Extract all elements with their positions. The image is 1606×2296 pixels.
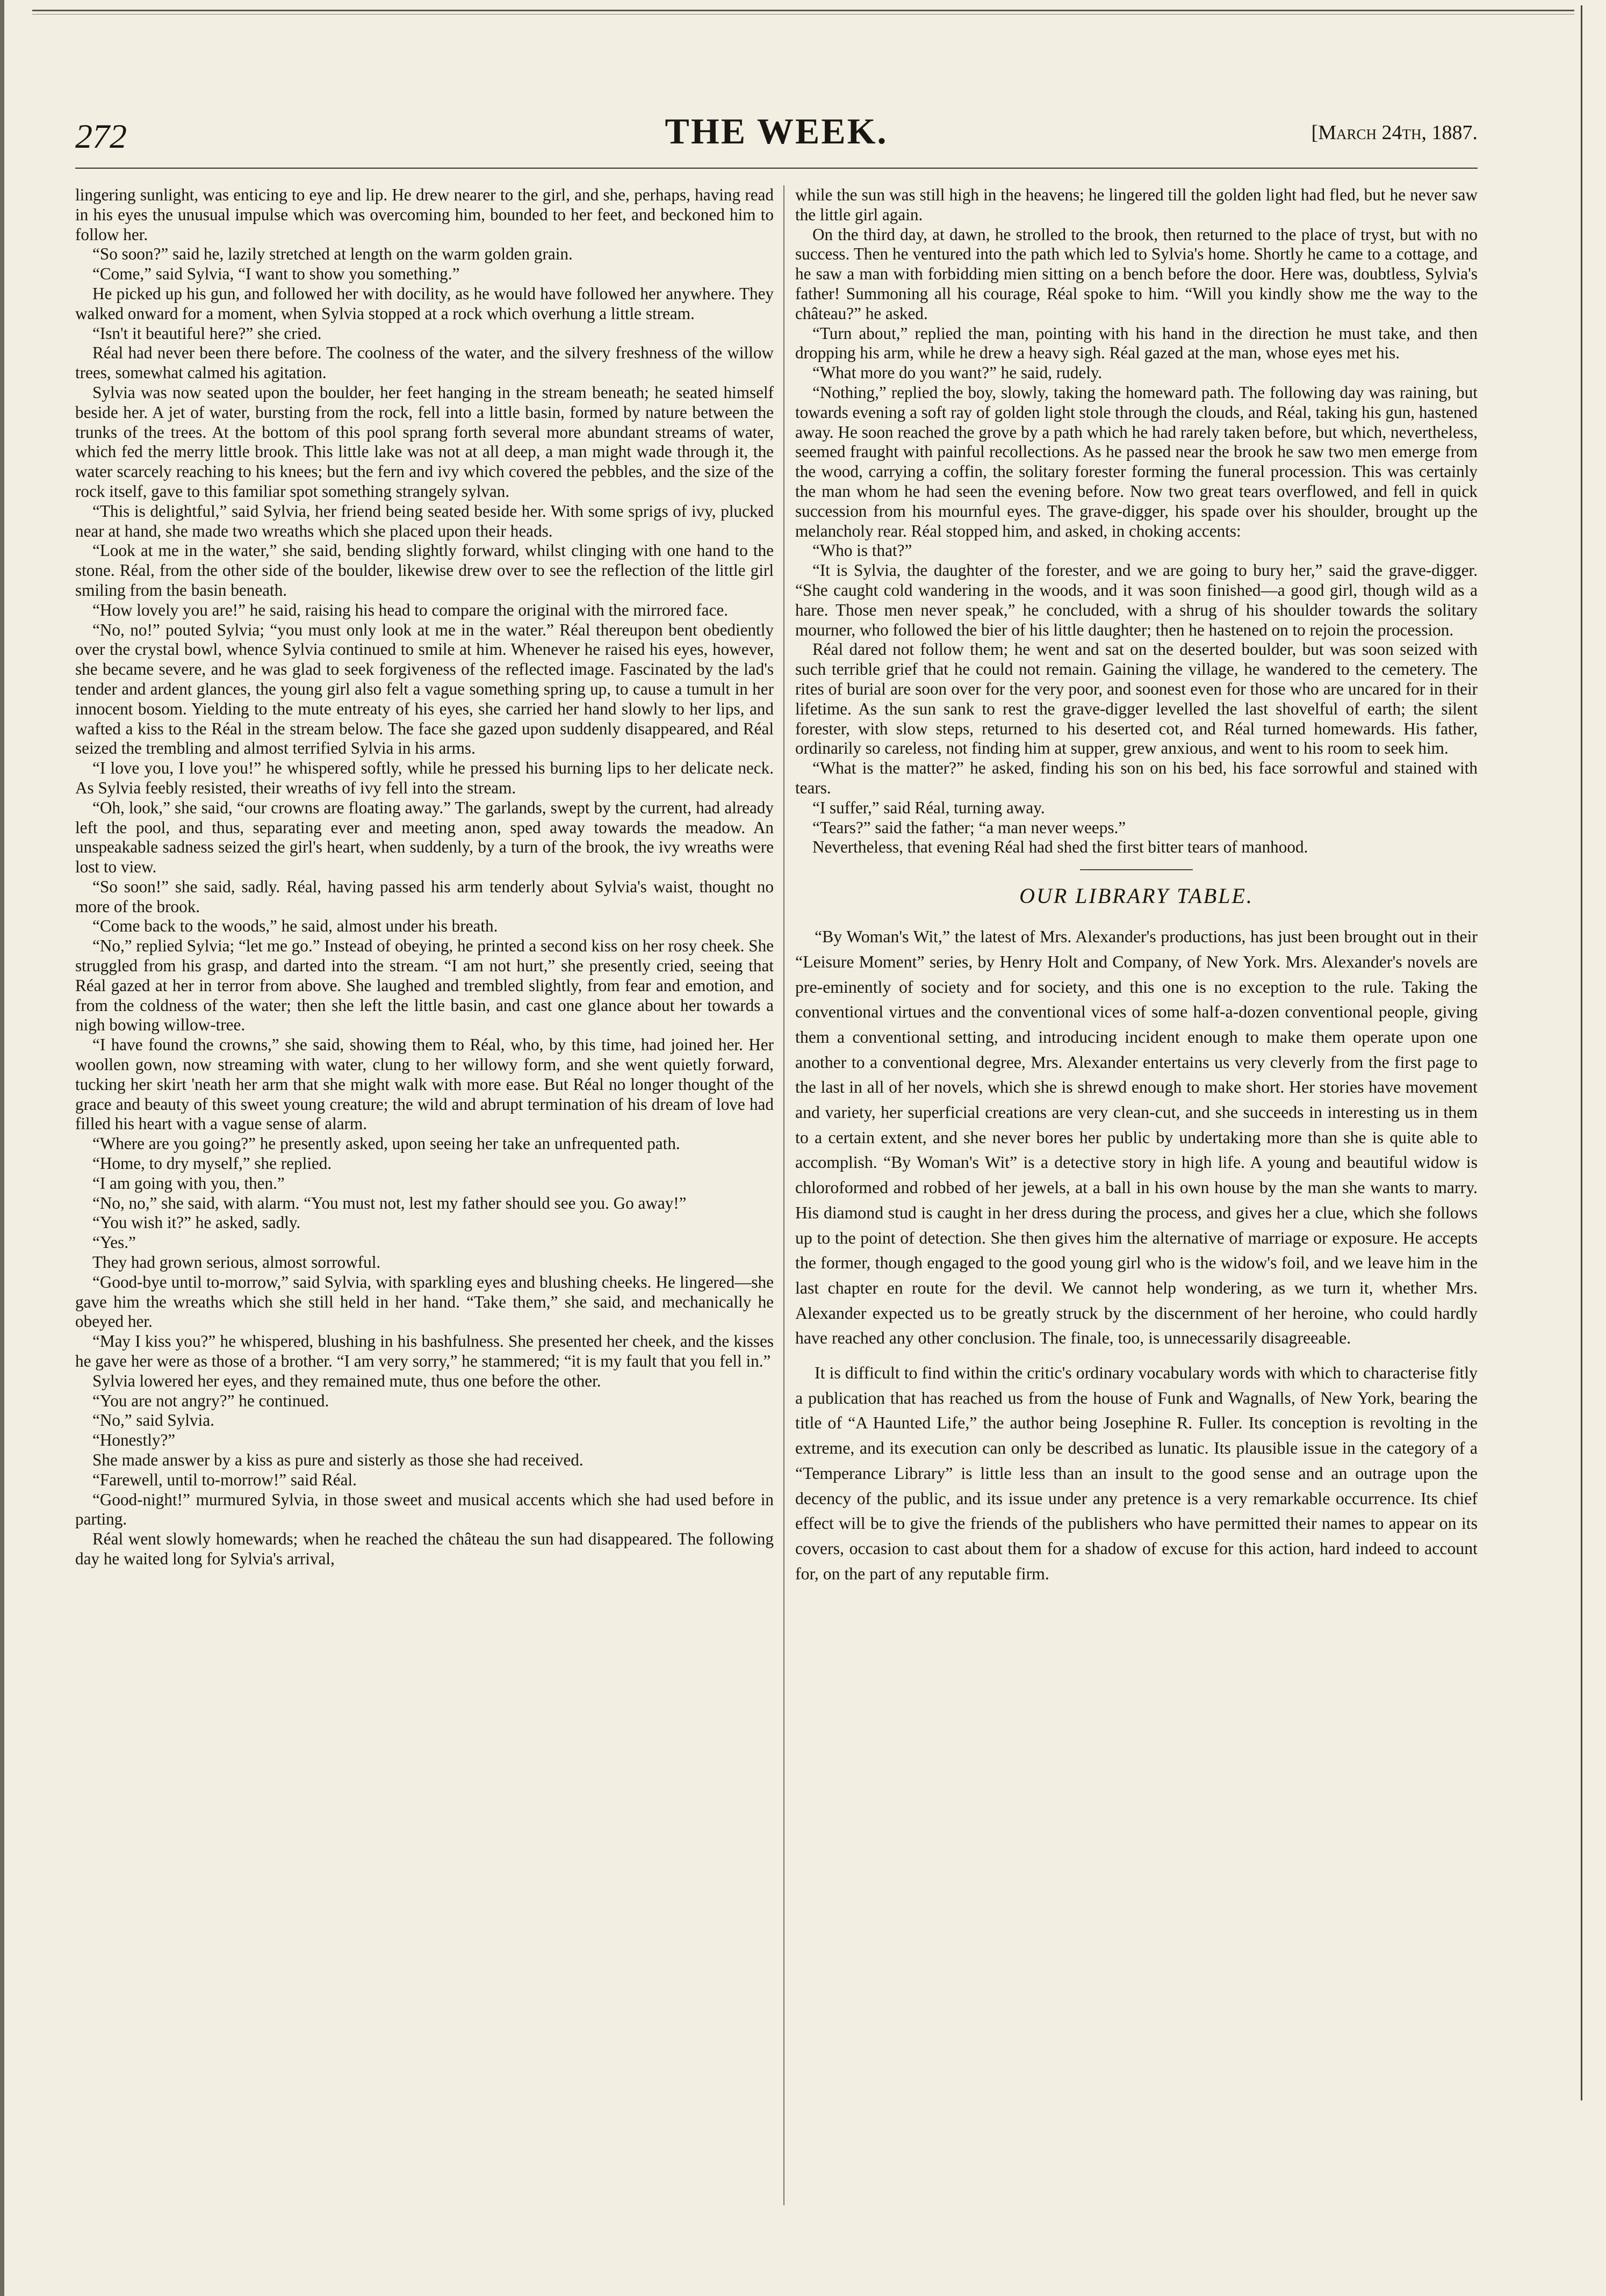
left-column — [75, 185, 774, 1569]
paragraph: They had grown serious, almost sorrowful. — [92, 1253, 381, 1272]
paragraph: “Look at me in the water,” she said, bending slightly forward, whilst clinging with one hand to the stone. Réal, from the other side of the boulder, likewise drew over to see the reflection of the little girl smiling from the basin beneath. — [75, 541, 774, 600]
paragraph: “Nothing,” replied the boy, slowly, taking the homeward path. The following day was raining, but towards evening a soft ray of golden light stole through the clouds, and Réal, taking his gun, hastened away. He soon reached the grove by a path which he had rarely taken before, but which, nevertheless, seemed fraught with painful recollections. As he passed near the brook he saw two men emerge from the wood, carrying a coffin, the solitary forester forming the funeral procession. This was certainly the man whom he had seen the evening before. Now two great tears overflowed, and fell in quick succession from his mournful eyes. The grave-digger, his spade over his shoulder, brought up the melancholy rear. Réal stopped him, and asked, in choking accents: — [795, 382, 1478, 540]
paragraph: “I suffer,” said Réal, turning away. — [812, 798, 1045, 817]
paragraph: “What is the matter?” he asked, finding his son on his bed, his face sorrowful and stained with tears. — [795, 759, 1478, 797]
paragraph: “No, no,” she said, with alarm. “You must not, lest my father should see you. Go away!” — [92, 1193, 687, 1212]
library-table-reviews — [795, 925, 1478, 1586]
header-rule — [75, 168, 1478, 169]
paragraph: Sylvia lowered her eyes, and they remained mute, thus one before the other. — [92, 1371, 601, 1390]
top-border-rule-thin — [32, 14, 1574, 15]
paragraph: “So soon!” she said, sadly. Réal, having passed his arm tenderly about Sylvia's waist, thought no more of the brook. — [75, 877, 774, 916]
paragraph: while the sun was still high in the heavens; he lingered till the golden light had fled, but he never saw the little girl again. — [795, 185, 1478, 224]
paragraph: “Come back to the woods,” he said, almost under his breath. — [92, 916, 498, 936]
issue-date: [March 24th, 1887. — [1311, 121, 1478, 144]
section-heading: OUR LIBRARY TABLE. — [1019, 884, 1254, 908]
paragraph: “I am going with you, then.” — [92, 1173, 285, 1193]
paragraph: “Isn't it beautiful here?” she cried. — [92, 323, 322, 343]
paragraph: On the third day, at dawn, he strolled to the brook, then returned to the place of tryst, but with no success. Then he ventured into the path which led to Sylvia's home. Shortly he came to a cottage, and he saw a man with forbidding mien sitting on a bench before the door. Here was, doubtless, Sylvia's father! Summoning all his courage, Réal spoke to him. “Will you kindly show me the way to the château?” he asked. — [795, 225, 1478, 323]
paragraph: lingering sunlight, was enticing to eye and lip. He drew nearer to the girl, and she, perhaps, having read in his eyes the unusual impulse which was overcoming him, bounded to her feet, and beckoned him to follow her. — [75, 185, 774, 244]
paragraph: “How lovely you are!” he said, raising his head to compare the original with the mirrored face. — [92, 600, 728, 619]
scan-edge-shadow — [0, 0, 4, 2296]
paragraph: Nevertheless, that evening Réal had shed the first bitter tears of manhood. — [812, 837, 1308, 857]
top-border-rule — [32, 10, 1574, 11]
masthead-title: THE WEEK. — [665, 111, 888, 151]
paragraph: “Good-bye until to-morrow,” said Sylvia, with sparkling eyes and blushing cheeks. He lingered—she gave him the wreaths which she still held in her hand. “Take them,” she said, and mechanically he obeyed her. — [75, 1272, 774, 1331]
paragraph: It is difficult to find within the critic's ordinary vocabulary words with which to characterise fitly a publication that has reached us from the house of Funk and Wagnalls, of New York, bearing the title of “A Haunted Life,” the author being Josephine R. Fuller. Its conception is revolting in the extreme, and its execution can only be described as lunatic. Its plausible issue in the category of a “Temperance Library” is little less than an insult to the good sense and an outrage upon the decency of the public, and its issue under any pretence is a very remarkable occurrence. Its chief effect will be to give the friends of the publishers who have permitted their names to appear on its covers, occasion to cast about them for a shadow of excuse for this action, hard indeed to account for, on the part of any reputable firm. — [795, 1363, 1478, 1583]
paragraph: “It is Sylvia, the daughter of the forester, and we are going to bury her,” said the grave-digger. “She caught cold wandering in the woods, and it was soon finished—a good girl, though wild as a hare. Those men never speak,” he concluded, with a shrug of his shoulder towards the solitary mourner, who followed the bier of his little daughter; then he hastened on to rejoin the procession. — [795, 561, 1478, 639]
paragraph: “What more do you want?” he said, rudely. — [812, 363, 1103, 382]
paragraph: “By Woman's Wit,” the latest of Mrs. Alexander's productions, has just been brought out in their “Leisure Moment” series, by Henry Holt and Company, of New York. Mrs. Alexander's novels are pre-eminently of society and for society, and this one is no exception to the rule. Taking the conventional virtues and the conventional vices of some half-a-dozen conventional people, giving them a conventional setting, and introducing incident enough to make them operate upon one another to a conventional degree, Mrs. Alexander entertains us very cleverly from the first page to the last in all of her novels, which she is shrewd enough to make short. Her stories have movement and variety, her superficial creations are very clean-cut, and she succeeds in interesting us in them to a certain extent, and she never bores her public by undertaking more than she is quite able to accomplish. “By Woman's Wit” is a detective story in high life. A young and beautiful widow is chloroformed and robbed of her jewels, at a ball in his own house by the man she wants to marry. His diamond stud is caught in her dress during the process, and gives her a clue, which she follows up to the point of detection. She then gives him the alternative of marriage or exposure. He accepts the former, though engaged to the good young girl who is the widow's foil, and we leave him in the last chapter en route for the devil. We cannot help wondering, as we turn it, whether Mrs. Alexander expected us to be greatly struck by the discernment of her heroine, who could hardly have reached any other conclusion. The finale, too, is unnecessarily disagreeable. — [795, 927, 1478, 1348]
paragraph: Réal dared not follow them; he went and sat on the deserted boulder, but was soon seized with such terrible grief that he could not remain. Gaining the village, he wandered to the cemetery. The rites of burial are soon over for the very poor, and soonest even for those who are uncared for in their lifetime. As the sun sank to rest the grave-digger levelled the last shovelful of earth; the silent forester, with slow steps, returned to his deserted cot, and Réal turned homewards. His father, ordinarily so careless, not finding him at supper, grew anxious, and went to his room to seek him. — [795, 640, 1478, 758]
paragraph: “Honestly?” — [92, 1431, 176, 1450]
paragraph: “Who is that?” — [812, 541, 912, 560]
paragraph: “You are not angry?” he continued. — [92, 1391, 329, 1410]
right-edge-rule — [1581, 5, 1582, 2100]
paragraph: “Turn about,” replied the man, pointing with his hand in the direction he must take, and then dropping his arm, while he drew a heavy sigh. Réal gazed at the man, whose eyes met his. — [795, 323, 1478, 363]
right-column — [795, 185, 1478, 1586]
paragraph: “This is delightful,” said Sylvia, her friend being seated beside her. With some sprigs of ivy, plucked near at hand, she made two wreaths which she placed upon their heads. — [75, 501, 774, 540]
page-number: 272 — [75, 117, 127, 155]
paragraph: Réal had never been there before. The coolness of the water, and the silvery freshness of the willow trees, somewhat calmed his agitation. — [75, 343, 774, 382]
paragraph: She made answer by a kiss as pure and sisterly as those she had received. — [92, 1450, 584, 1469]
section-divider — [1080, 869, 1193, 870]
paragraph: “You wish it?” he asked, sadly. — [92, 1213, 301, 1232]
page-header — [75, 110, 1478, 158]
paragraph: “Tears?” said the father; “a man never weeps.” — [812, 818, 1126, 837]
paragraph: “No, no!” pouted Sylvia; “you must only look at me in the water.” Réal thereupon bent obediently over the crystal bowl, whence Sylvia continued to smile at him. Whenever he raised his eyes, however, she became severe, and he was glad to seek forgiveness of the reflected image. Fascinated by the lad's tender and ardent glances, the young girl also felt a vague something spring up, to cause a tumult in her innocent bosom. Yielding to the mute entreaty of his eyes, she carried her hand slowly to her lips, and wafted a kiss to the Réal in the stream below. The face she gazed upon suddenly disappeared, and Réal seized the trembling and almost terrified Sylvia in his arms. — [75, 620, 774, 758]
paragraph: “Farewell, until to-morrow!” said Réal. — [92, 1470, 357, 1489]
paragraph: “Good-night!” murmured Sylvia, in those sweet and musical accents which she had used before in parting. — [75, 1490, 774, 1529]
paragraph: “Home, to dry myself,” she replied. — [92, 1154, 332, 1173]
paragraph: “Yes.” — [92, 1233, 136, 1252]
paragraph: “I have found the crowns,” she said, showing them to Réal, who, by this time, had joined her. Her woollen gown, now streaming with water, clung to her willowy form, and she went quietly forward, tucking her skirt 'neath her arm that she might walk with more ease. But Réal no longer thought of the grace and beauty of this sweet young creature; the wild and abrupt termination of his dream of love had filled his heart with a vague sense of alarm. — [75, 1035, 774, 1133]
paragraph: “Where are you going?” he presently asked, upon seeing her take an unfrequented path. — [92, 1134, 680, 1153]
paragraph: “May I kiss you?” he whispered, blushing in his bashfulness. She presented her cheek, and the kisses he gave her were as those of a brother. “I am very sorry,” he stammered; “it is my fault that you fell in.” — [75, 1332, 774, 1371]
paragraph: “No,” said Sylvia. — [92, 1411, 214, 1430]
paragraph: “I love you, I love you!” he whispered softly, while he pressed his burning lips to her delicate neck. As Sylvia feebly resisted, their wreaths of ivy fell into the stream. — [75, 759, 774, 797]
paragraph: “Come,” said Sylvia, “I want to show you something.” — [92, 264, 460, 284]
paragraph: He picked up his gun, and followed her with docility, as he would have followed her anywhere. They walked onward for a moment, when Sylvia stopped at a rock which overhung a little stream. — [75, 284, 774, 323]
paragraph: “No,” replied Sylvia; “let me go.” Instead of obeying, he printed a second kiss on her rosy cheek. She struggled from his grasp, and darted into the stream. “I am not hurt,” she presently cried, seeing that Réal gazed at her in terror from above. She laughed and trembled slightly, from fear and emotion, and from the coldness of the water; then she left the little basin, and cast one glance about her towards a nigh bowing willow-tree. — [75, 936, 774, 1035]
paragraph: “So soon?” said he, lazily stretched at length on the warm golden grain. — [92, 244, 573, 264]
paragraph: Réal went slowly homewards; when he reached the château the sun had disappeared. The following day he waited long for Sylvia's arrival, — [75, 1529, 774, 1568]
column-divider — [783, 185, 784, 2205]
paragraph: “Oh, look,” she said, “our crowns are floating away.” The garlands, swept by the current, had already left the pool, and thus, separating ever and meeting anon, sped away towards the meadow. An unspeakable sadness seized the girl's heart, when suddenly, by a turn of the brook, the ivy wreaths were lost to view. — [75, 798, 774, 877]
paragraph: Sylvia was now seated upon the boulder, her feet hanging in the stream beneath; he seated himself beside her. A jet of water, bursting from the rock, fell into a little basin, formed by nature between the trunks of the trees. At the bottom of this pool sprang forth several more abundant streams of water, which fed the merry little brook. This little lake was not at all deep, a man might wade through it, the water scarcely reaching to his knees; but the fern and ivy which covered the pebbles, and the size of the rock itself, gave to this familiar spot something strangely sylvan. — [75, 382, 774, 501]
story-continuation — [795, 185, 1478, 857]
